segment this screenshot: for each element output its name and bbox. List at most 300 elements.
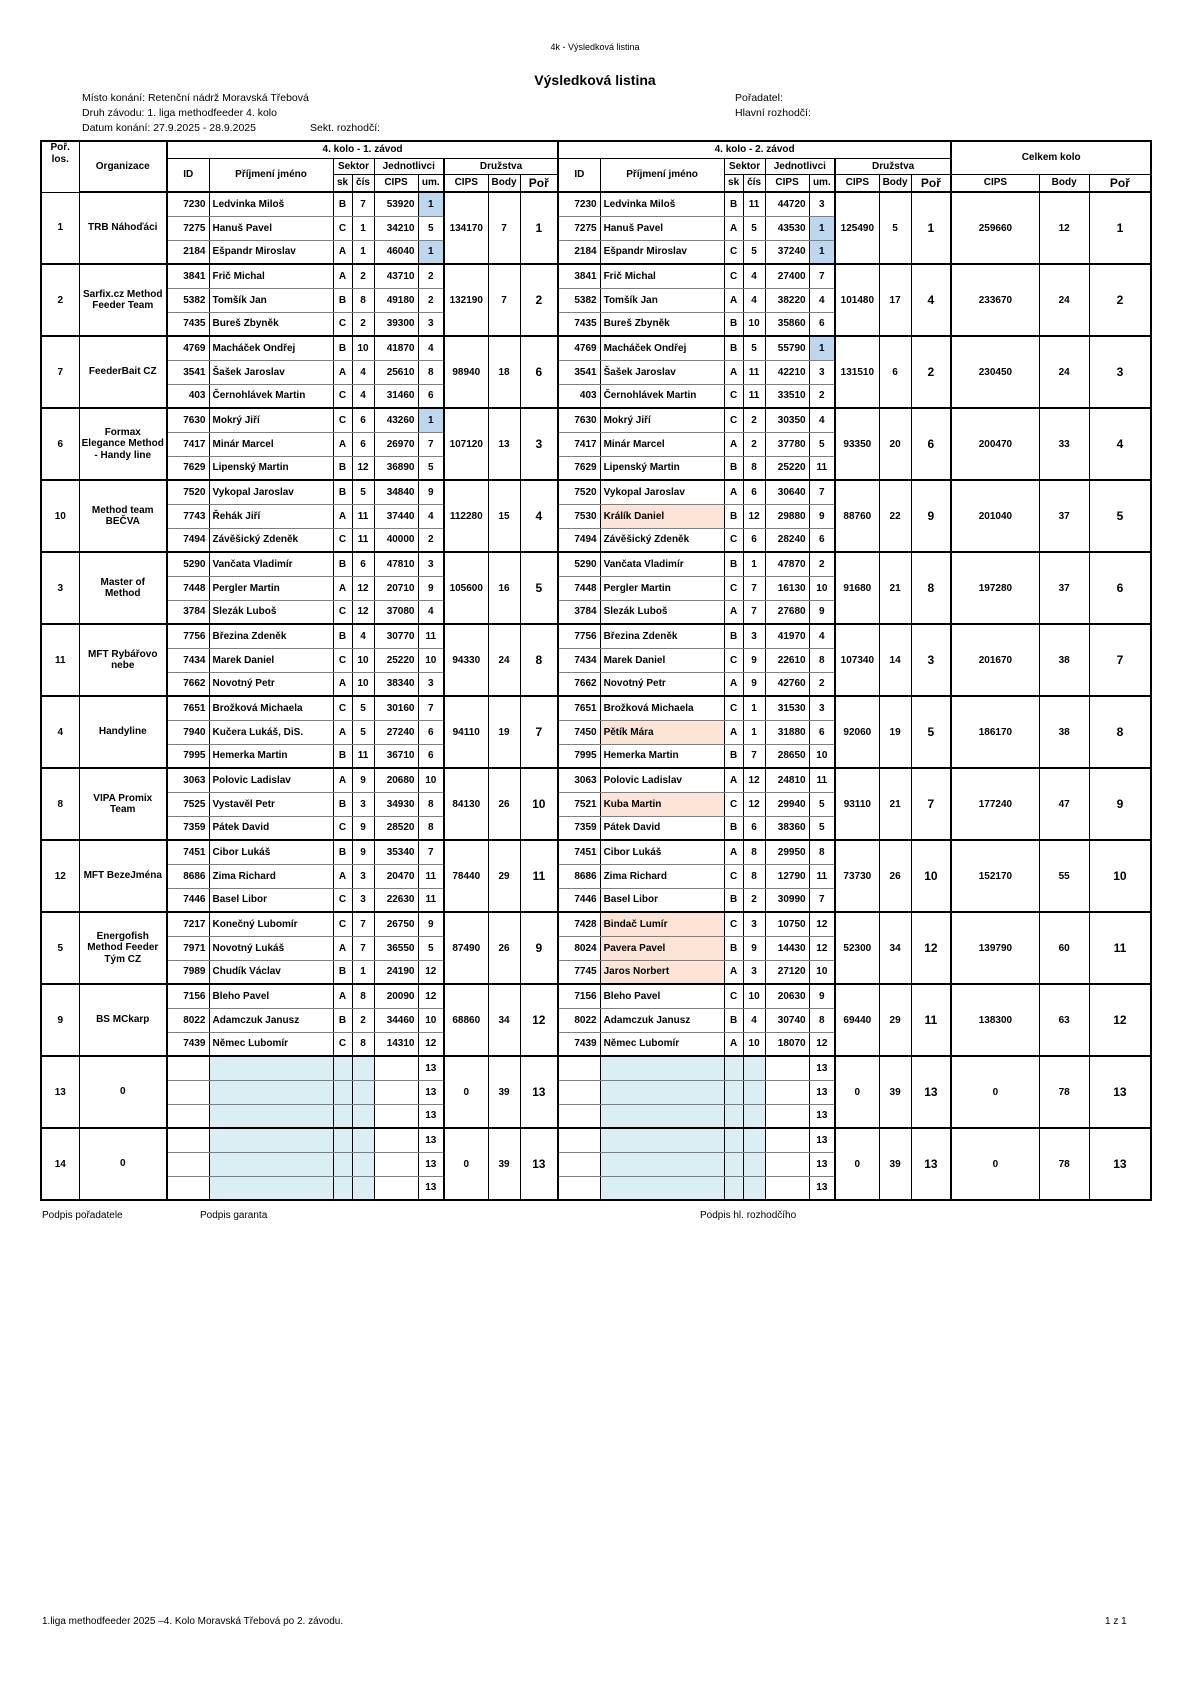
- cell-member-name: Němec Lubomír: [209, 1032, 333, 1056]
- cell-member-name: Novotný Petr: [209, 672, 333, 696]
- cell-member-place: 10: [418, 768, 444, 792]
- cell-member-place: 13: [418, 1056, 444, 1080]
- cell-member-id: 7494: [167, 528, 209, 552]
- cell-total-cips: 201040: [951, 480, 1039, 552]
- cell-member-name: [600, 1056, 724, 1080]
- cell-team-rank: 13: [520, 1056, 558, 1128]
- cell-member-place: 10: [809, 744, 835, 768]
- cell-total-cips: 139790: [951, 912, 1039, 984]
- cell-member-id: 2184: [558, 240, 600, 264]
- cell-peg-number: 7: [743, 576, 765, 600]
- cell-peg-number: 9: [743, 648, 765, 672]
- cell-member-id: 5382: [558, 288, 600, 312]
- cell-member-id: 7520: [167, 480, 209, 504]
- cell-member-name: Macháček Ondřej: [209, 336, 333, 360]
- cell-member-name: Bleho Pavel: [209, 984, 333, 1008]
- cell-team-points: 29: [879, 984, 911, 1056]
- cell-member-place: 9: [418, 576, 444, 600]
- cell-member-id: 7525: [167, 792, 209, 816]
- cell-member-name: Novotný Petr: [600, 672, 724, 696]
- cell-member-cips: [765, 1080, 809, 1104]
- cell-member-place: 3: [418, 312, 444, 336]
- cell-member-cips: 47870: [765, 552, 809, 576]
- cell-sector: [724, 1080, 743, 1104]
- cell-sector: A: [333, 504, 352, 528]
- cell-team-points: 22: [879, 480, 911, 552]
- cell-team-rank: 3: [520, 408, 558, 480]
- cell-peg-number: 2: [743, 432, 765, 456]
- cell-team-points: 39: [488, 1128, 520, 1200]
- cell-team-rank: 6: [520, 336, 558, 408]
- cell-member-name: [209, 1080, 333, 1104]
- cell-member-cips: 38360: [765, 816, 809, 840]
- cell-draw-number: 13: [41, 1056, 79, 1128]
- cell-member-name: Minár Marcel: [600, 432, 724, 456]
- cell-total-points: 37: [1039, 480, 1089, 552]
- cell-total-cips: 201670: [951, 624, 1039, 696]
- cell-member-cips: 14310: [374, 1032, 418, 1056]
- cell-total-rank: 5: [1089, 480, 1151, 552]
- cell-sector: [724, 1128, 743, 1152]
- cell-peg-number: 3: [743, 912, 765, 936]
- cell-member-place: 6: [809, 720, 835, 744]
- cell-draw-number: 3: [41, 552, 79, 624]
- cell-member-place: 12: [809, 912, 835, 936]
- cell-peg-number: 12: [352, 576, 374, 600]
- cell-draw-number: 5: [41, 912, 79, 984]
- cell-member-place: 7: [809, 480, 835, 504]
- cell-total-cips: 177240: [951, 768, 1039, 840]
- table-row: [41, 480, 1151, 504]
- cell-total-points: 78: [1039, 1128, 1089, 1200]
- cell-member-id: 7494: [558, 528, 600, 552]
- header-um-2: um.: [809, 174, 835, 192]
- cell-member-cips: 28650: [765, 744, 809, 768]
- cell-member-name: Cibor Lukáš: [209, 840, 333, 864]
- cell-sector: A: [333, 936, 352, 960]
- cell-peg-number: 3: [352, 888, 374, 912]
- cell-member-place: 1: [418, 408, 444, 432]
- cell-total-points: 55: [1039, 840, 1089, 912]
- cell-peg-number: 6: [743, 480, 765, 504]
- cell-member-cips: 39300: [374, 312, 418, 336]
- header-round-total: Celkem kolo: [951, 141, 1151, 174]
- cell-member-name: Zima Richard: [209, 864, 333, 888]
- cell-member-name: [600, 1152, 724, 1176]
- cell-member-place: 8: [418, 792, 444, 816]
- cell-team-rank: 7: [911, 768, 951, 840]
- cell-peg-number: [743, 1176, 765, 1200]
- cell-sector: A: [333, 720, 352, 744]
- header-por-2: Poř: [911, 174, 951, 192]
- cell-team-rank: 13: [911, 1128, 951, 1200]
- cell-sector: A: [724, 600, 743, 624]
- cell-sector: A: [333, 576, 352, 600]
- cell-member-place: 8: [418, 360, 444, 384]
- cell-member-place: 7: [809, 888, 835, 912]
- cell-member-place: 8: [809, 840, 835, 864]
- cell-member-name: Bindač Lumír: [600, 912, 724, 936]
- cell-member-cips: 35340: [374, 840, 418, 864]
- cell-sector: A: [724, 288, 743, 312]
- cell-member-name: Konečný Lubomír: [209, 912, 333, 936]
- cell-member-cips: 30640: [765, 480, 809, 504]
- cell-member-cips: 38340: [374, 672, 418, 696]
- cell-member-name: Šašek Jaroslav: [600, 360, 724, 384]
- cell-team-points: 21: [879, 768, 911, 840]
- cell-member-cips: 36550: [374, 936, 418, 960]
- venue-label: Místo konání: Retenční nádrž Moravská Třebová: [82, 92, 309, 104]
- cell-member-cips: 25220: [765, 456, 809, 480]
- cell-member-place: 3: [809, 696, 835, 720]
- cell-member-name: Adamczuk Janusz: [600, 1008, 724, 1032]
- cell-sector: C: [333, 912, 352, 936]
- cell-member-place: 9: [809, 504, 835, 528]
- cell-member-id: 7217: [167, 912, 209, 936]
- cell-member-id: 8022: [558, 1008, 600, 1032]
- cell-sector: C: [333, 312, 352, 336]
- cell-draw-number: 1: [41, 192, 79, 264]
- cell-member-id: 7435: [558, 312, 600, 336]
- table-row: [41, 984, 1151, 1008]
- cell-member-place: 12: [809, 936, 835, 960]
- cell-member-id: 7439: [167, 1032, 209, 1056]
- cell-team-cips: 107340: [835, 624, 879, 696]
- footer-note: 1.liga methodfeeder 2025 –4. Kolo Moravská Třebová po 2. závodu.: [42, 1616, 344, 1627]
- cell-member-id: 7756: [167, 624, 209, 648]
- cell-team-cips: 94330: [444, 624, 488, 696]
- cell-sector: B: [333, 960, 352, 984]
- cell-member-id: 7448: [558, 576, 600, 600]
- cell-member-id: [558, 1176, 600, 1200]
- cell-member-cips: 41970: [765, 624, 809, 648]
- cell-peg-number: 4: [743, 288, 765, 312]
- cell-member-place: 6: [809, 528, 835, 552]
- cell-total-cips: 230450: [951, 336, 1039, 408]
- cell-member-id: 7756: [558, 624, 600, 648]
- header-teams-1: Družstva: [444, 158, 558, 174]
- table-row: [41, 696, 1151, 720]
- cell-team-points: 16: [488, 552, 520, 624]
- cell-total-points: 63: [1039, 984, 1089, 1056]
- cell-sector: A: [333, 240, 352, 264]
- table-row: [41, 264, 1151, 288]
- cell-member-place: 8: [809, 648, 835, 672]
- cell-member-name: Marek Daniel: [600, 648, 724, 672]
- cell-member-cips: 25610: [374, 360, 418, 384]
- cell-sector: B: [333, 480, 352, 504]
- cell-team-cips: 68860: [444, 984, 488, 1056]
- footer-page-number: 1 z 1: [1105, 1616, 1127, 1627]
- cell-team-cips: 91680: [835, 552, 879, 624]
- header-cips-ind-1: CIPS: [374, 174, 418, 192]
- date-label: Datum konání: 27.9.2025 - 28.9.2025: [82, 122, 256, 134]
- cell-sector: B: [333, 336, 352, 360]
- cell-member-cips: 38220: [765, 288, 809, 312]
- cell-member-cips: 36890: [374, 456, 418, 480]
- cell-peg-number: 10: [352, 672, 374, 696]
- cell-member-place: 11: [809, 864, 835, 888]
- header-cips-team-2: CIPS: [835, 174, 879, 192]
- cell-member-cips: 24190: [374, 960, 418, 984]
- header-sector-2: Sektor: [724, 158, 765, 174]
- cell-member-id: 7417: [167, 432, 209, 456]
- cell-peg-number: 5: [743, 336, 765, 360]
- table-row: [41, 624, 1151, 648]
- cell-member-place: 1: [809, 336, 835, 360]
- cell-member-place: 2: [809, 672, 835, 696]
- cell-member-place: 7: [418, 696, 444, 720]
- cell-member-id: 7417: [558, 432, 600, 456]
- cell-sector: C: [724, 240, 743, 264]
- cell-member-name: Hemerka Martin: [600, 744, 724, 768]
- cell-sector: C: [333, 888, 352, 912]
- cell-peg-number: 11: [352, 504, 374, 528]
- cell-member-place: 4: [809, 288, 835, 312]
- cell-member-name: [600, 1080, 724, 1104]
- cell-peg-number: [743, 1128, 765, 1152]
- cell-team-points: 7: [488, 192, 520, 264]
- cell-total-rank: 10: [1089, 840, 1151, 912]
- cell-sector: B: [724, 552, 743, 576]
- cell-team-points: 29: [488, 840, 520, 912]
- cell-team-points: 13: [488, 408, 520, 480]
- cell-member-place: 2: [418, 528, 444, 552]
- cell-peg-number: 2: [352, 1008, 374, 1032]
- cell-team-rank: 9: [911, 480, 951, 552]
- cell-member-place: 2: [809, 384, 835, 408]
- cell-sector: A: [724, 720, 743, 744]
- header-teams-2: Družstva: [835, 158, 951, 174]
- cell-member-name: [600, 1128, 724, 1152]
- cell-sector: A: [333, 360, 352, 384]
- cell-member-cips: 27680: [765, 600, 809, 624]
- cell-member-place: 7: [418, 840, 444, 864]
- cell-member-cips: [765, 1128, 809, 1152]
- cell-member-cips: 37440: [374, 504, 418, 528]
- cell-member-place: 13: [418, 1176, 444, 1200]
- cell-sector: [724, 1152, 743, 1176]
- cell-team-cips: 131510: [835, 336, 879, 408]
- cell-member-id: [167, 1080, 209, 1104]
- cell-team-rank: 13: [520, 1128, 558, 1200]
- cell-member-cips: 25220: [374, 648, 418, 672]
- cell-member-cips: 29950: [765, 840, 809, 864]
- cell-peg-number: 1: [352, 216, 374, 240]
- cell-team-points: 26: [879, 840, 911, 912]
- cell-member-id: 7446: [167, 888, 209, 912]
- cell-member-id: 3841: [558, 264, 600, 288]
- cell-member-name: Marek Daniel: [209, 648, 333, 672]
- cell-team-points: 21: [879, 552, 911, 624]
- cell-sector: A: [333, 864, 352, 888]
- cell-organization: Handyline: [79, 696, 167, 768]
- cell-member-cips: 43530: [765, 216, 809, 240]
- cell-member-name: [600, 1104, 724, 1128]
- cell-peg-number: 4: [743, 1008, 765, 1032]
- cell-member-place: 13: [809, 1104, 835, 1128]
- cell-peg-number: 8: [743, 840, 765, 864]
- cell-peg-number: 7: [743, 600, 765, 624]
- cell-member-id: [558, 1152, 600, 1176]
- cell-member-place: 2: [418, 288, 444, 312]
- cell-peg-number: 5: [743, 240, 765, 264]
- cell-member-id: 3541: [558, 360, 600, 384]
- cell-member-name: Králík Daniel: [600, 504, 724, 528]
- cell-draw-number: 7: [41, 336, 79, 408]
- cell-total-points: 24: [1039, 264, 1089, 336]
- cell-member-name: Hanuš Pavel: [209, 216, 333, 240]
- cell-member-name: Frič Michal: [209, 264, 333, 288]
- cell-total-rank: 13: [1089, 1128, 1151, 1200]
- cell-member-name: Černohlávek Martin: [600, 384, 724, 408]
- cell-member-cips: 14430: [765, 936, 809, 960]
- cell-member-place: 5: [809, 792, 835, 816]
- cell-member-cips: 53920: [374, 192, 418, 216]
- cell-member-cips: 20710: [374, 576, 418, 600]
- cell-organization: 0: [79, 1128, 167, 1200]
- cell-team-points: 34: [488, 984, 520, 1056]
- cell-sector: B: [724, 936, 743, 960]
- cell-peg-number: 12: [352, 600, 374, 624]
- cell-member-id: 3841: [167, 264, 209, 288]
- cell-member-place: 13: [809, 1080, 835, 1104]
- cell-team-cips: 0: [444, 1056, 488, 1128]
- cell-member-name: Ešpandr Miroslav: [600, 240, 724, 264]
- cell-member-cips: 30770: [374, 624, 418, 648]
- table-row: [41, 840, 1151, 864]
- cell-member-id: 403: [558, 384, 600, 408]
- cell-member-cips: 16130: [765, 576, 809, 600]
- cell-member-place: 6: [809, 312, 835, 336]
- table-row: [41, 912, 1151, 936]
- cell-member-cips: [374, 1176, 418, 1200]
- cell-peg-number: 7: [743, 744, 765, 768]
- cell-member-id: 7995: [558, 744, 600, 768]
- page-title: Výsledková listina: [534, 72, 656, 88]
- cell-member-cips: 34210: [374, 216, 418, 240]
- cell-member-name: Brožková Michaela: [600, 696, 724, 720]
- cell-total-cips: 200470: [951, 408, 1039, 480]
- cell-peg-number: 6: [352, 408, 374, 432]
- cell-sector: C: [333, 384, 352, 408]
- cell-member-place: 3: [809, 360, 835, 384]
- cell-member-id: 7940: [167, 720, 209, 744]
- cell-member-place: 12: [418, 1032, 444, 1056]
- cell-member-cips: 34930: [374, 792, 418, 816]
- cell-member-place: 6: [418, 744, 444, 768]
- cell-member-cips: 36710: [374, 744, 418, 768]
- cell-member-id: [558, 1080, 600, 1104]
- cell-peg-number: 4: [352, 624, 374, 648]
- cell-member-cips: 24810: [765, 768, 809, 792]
- cell-member-name: Závěšický Zdeněk: [209, 528, 333, 552]
- cell-team-rank: 9: [520, 912, 558, 984]
- cell-member-cips: 27120: [765, 960, 809, 984]
- cell-organization: VIPA Promix Team: [79, 768, 167, 840]
- cell-member-cips: 10750: [765, 912, 809, 936]
- cell-organization: MFT BezeJména: [79, 840, 167, 912]
- cell-team-cips: 84130: [444, 768, 488, 840]
- cell-member-name: Vykopal Jaroslav: [600, 480, 724, 504]
- cell-member-cips: 43710: [374, 264, 418, 288]
- cell-total-cips: 197280: [951, 552, 1039, 624]
- cell-member-name: Němec Lubomír: [600, 1032, 724, 1056]
- cell-team-rank: 3: [911, 624, 951, 696]
- cell-member-name: Polovic Ladislav: [209, 768, 333, 792]
- cell-team-points: 5: [879, 192, 911, 264]
- cell-team-points: 20: [879, 408, 911, 480]
- document-header-note: 4k - Výsledková listina: [550, 42, 640, 52]
- cell-member-id: 7275: [167, 216, 209, 240]
- cell-sector: C: [724, 576, 743, 600]
- cell-member-name: Minár Marcel: [209, 432, 333, 456]
- cell-sector: B: [724, 336, 743, 360]
- cell-member-name: Tomšík Jan: [600, 288, 724, 312]
- cell-member-name: Březina Zdeněk: [209, 624, 333, 648]
- cell-team-rank: 12: [911, 912, 951, 984]
- head-referee-label: Hlavní rozhodčí:: [735, 107, 811, 119]
- cell-team-cips: 93350: [835, 408, 879, 480]
- cell-team-cips: 92060: [835, 696, 879, 768]
- cell-member-name: Basel Libor: [600, 888, 724, 912]
- cell-sector: B: [333, 624, 352, 648]
- cell-member-cips: 20090: [374, 984, 418, 1008]
- cell-team-rank: 1: [520, 192, 558, 264]
- cell-member-name: Závěšický Zdeněk: [600, 528, 724, 552]
- cell-peg-number: 11: [352, 528, 374, 552]
- cell-member-place: 4: [809, 624, 835, 648]
- cell-peg-number: 10: [352, 336, 374, 360]
- cell-sector: C: [724, 864, 743, 888]
- cell-team-points: 24: [488, 624, 520, 696]
- cell-sector: B: [333, 1008, 352, 1032]
- cell-peg-number: 7: [352, 912, 374, 936]
- cell-total-points: 78: [1039, 1056, 1089, 1128]
- cell-member-cips: [374, 1104, 418, 1128]
- cell-peg-number: 8: [743, 456, 765, 480]
- cell-draw-number: 4: [41, 696, 79, 768]
- cell-member-cips: 30350: [765, 408, 809, 432]
- cell-total-points: 38: [1039, 696, 1089, 768]
- cell-peg-number: 1: [743, 696, 765, 720]
- cell-member-name: Tomšík Jan: [209, 288, 333, 312]
- header-sector-1: Sektor: [333, 158, 374, 174]
- cell-sector: C: [724, 264, 743, 288]
- cell-member-id: 7995: [167, 744, 209, 768]
- table-row: [41, 768, 1151, 792]
- cell-sector: B: [724, 744, 743, 768]
- cell-sector: [724, 1176, 743, 1200]
- cell-member-name: Řehák Jiří: [209, 504, 333, 528]
- cell-member-place: 11: [809, 768, 835, 792]
- cell-sector: A: [724, 672, 743, 696]
- cell-member-id: 3784: [167, 600, 209, 624]
- cell-organization: Formax Elegance Method - Handy line: [79, 408, 167, 480]
- cell-peg-number: 3: [352, 864, 374, 888]
- cell-member-place: 10: [418, 648, 444, 672]
- cell-sector: B: [333, 552, 352, 576]
- cell-member-place: 2: [418, 264, 444, 288]
- cell-member-place: 8: [418, 816, 444, 840]
- cell-member-cips: 30990: [765, 888, 809, 912]
- cell-team-rank: 6: [911, 408, 951, 480]
- cell-member-cips: [765, 1152, 809, 1176]
- cell-member-id: [167, 1176, 209, 1200]
- header-race2: 4. kolo - 2. závod: [558, 141, 951, 158]
- cell-peg-number: [743, 1056, 765, 1080]
- cell-member-name: Pětík Mára: [600, 720, 724, 744]
